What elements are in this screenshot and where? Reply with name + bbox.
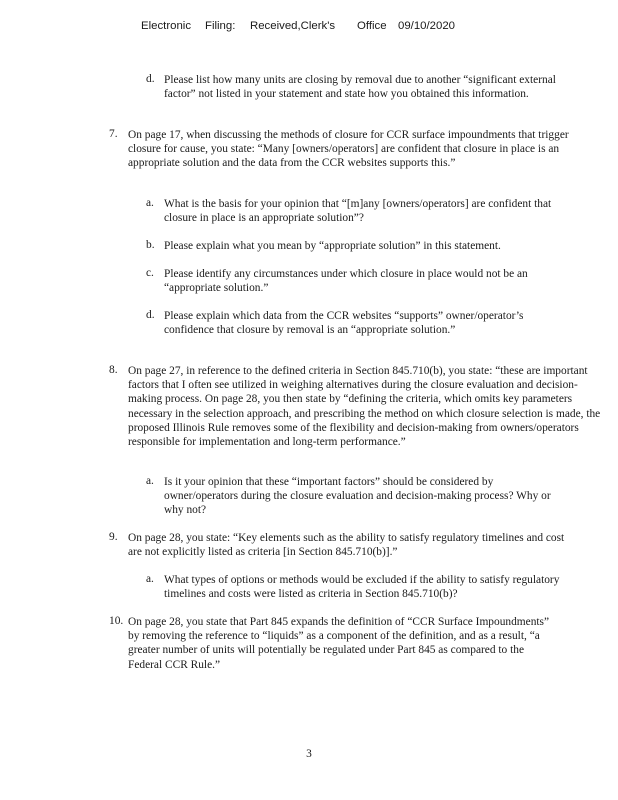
header-received-clerks: Received,Clerk's	[250, 20, 336, 32]
question-8a: Is it your opinion that these “important factors” should be considered by owner/operators during the closure evaluation and decision-making process? Why or why not?	[164, 476, 551, 517]
question-9a: What types of options or methods would be excluded if the ability to satisfy regulatory timelines and costs were listed as criteria in Section 845.710(b)?	[164, 574, 560, 601]
item-marker: a.	[146, 475, 154, 487]
question-7: On page 17, when discussing the methods of closure for CCR surface impoundments that trigger closure for cause, you state: “Many [owners/operators] are confident that closure in place is an appropriate solution and the data from the CCR websites supports this.”	[128, 129, 569, 170]
question-7b: Please explain what you mean by “appropriate solution” in this statement.	[164, 240, 501, 252]
item-marker: 7.	[109, 128, 118, 140]
header-office: Office	[357, 20, 387, 32]
header-filing: Filing:	[205, 20, 236, 32]
question-7c: Please identify any circumstances under which closure in place would not be an “appropriate solution.”	[164, 268, 528, 295]
item-marker: 10.	[109, 615, 124, 627]
item-marker: d.	[146, 309, 155, 321]
item-marker: b.	[146, 239, 155, 251]
question-9: On page 28, you state: “Key elements such as the ability to satisfy regulatory timelines and cost are not explicitly listed as criteria [in Section 845.710(b)].”	[128, 532, 565, 559]
page-number: 3	[306, 748, 312, 760]
item-marker: a.	[146, 197, 154, 209]
question-7d: Please explain which data from the CCR websites “supports” owner/operator’s confidence that closure by removal is an “appropriate solution.”	[164, 310, 524, 337]
item-marker: c.	[146, 267, 154, 279]
question-10: On page 28, you state that Part 845 expands the definition of “CCR Surface Impoundments” by removing the reference to “liquids” as a component of the definition, and as a result, “a greater number of units will potentially be regulated under Part 845 as compared to the Federal CCR Rule.”	[128, 616, 550, 671]
item-marker: d.	[146, 73, 155, 85]
item-marker: a.	[146, 573, 154, 585]
item-marker: 8.	[109, 364, 118, 376]
header-electronic: Electronic	[141, 20, 192, 32]
question-8: On page 27, in reference to the defined criteria in Section 845.710(b), you state: “these are important factors that I often see utilized in weighing alternatives during the closure evaluation and decision-making process. On page 28, you then state by “defining the criteria, which omits key parameters necessary in the selection approach, and prescribing the method on which closure selection is made, the proposed Illinois Rule removes some of the flexibility and decision-making from owners/operators responsible for implementation and long-term performance.”	[128, 365, 601, 449]
question-7a: What is the basis for your opinion that “[m]any [owners/operators] are confident that closure in place is an appropriate solution”?	[164, 198, 552, 225]
item-marker: 9.	[109, 531, 118, 543]
question-6d: Please list how many units are closing by removal due to another “significant external factor” not listed in your statement and state how you obtained this information.	[164, 74, 556, 101]
header-date: 09/10/2020	[398, 20, 456, 32]
